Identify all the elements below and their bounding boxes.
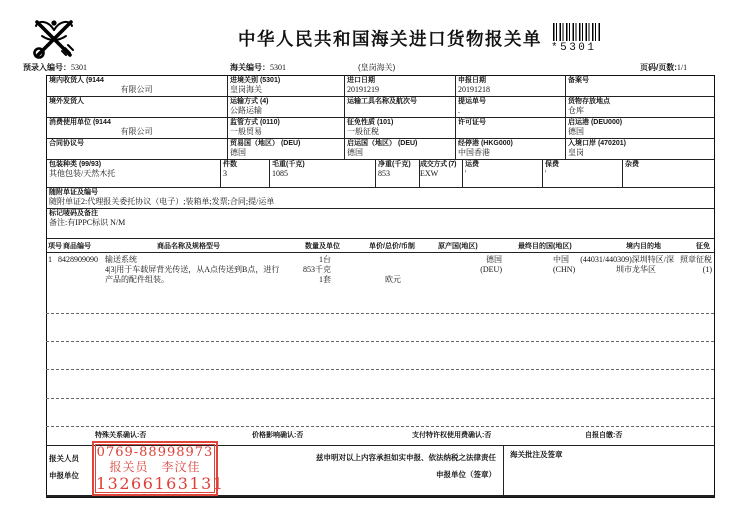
field-record-no bbox=[565, 75, 714, 96]
field-value: 20191218 bbox=[458, 85, 490, 94]
field-label: 合同协议号 bbox=[49, 140, 84, 147]
field-label: 进境关别 (5301) bbox=[230, 77, 281, 84]
item-levy-line1: 照章征税 bbox=[680, 255, 712, 264]
customs-note-label: 海关批注及签章 bbox=[510, 450, 563, 459]
field-entry-customs bbox=[227, 75, 344, 96]
field-label: 件数 bbox=[223, 161, 237, 168]
field-import-date bbox=[344, 75, 455, 96]
confirm-self-declare: 自报自缴:否 bbox=[585, 432, 623, 439]
field-label: 许可证号 bbox=[458, 119, 486, 126]
dotted-row-separator bbox=[46, 398, 714, 399]
confirm-special-relation: 特殊关系确认:否 bbox=[95, 432, 147, 439]
field-label: 经停港 (HKG000) bbox=[458, 140, 513, 147]
field-value: 备注:有IPPC标识 N/M bbox=[49, 218, 126, 227]
pre-entry-label: 预录入编号： bbox=[23, 63, 71, 72]
field-trade-terms bbox=[419, 159, 462, 187]
goods-header-qty-unit: 数量及单位 bbox=[305, 243, 340, 250]
field-levy-nature bbox=[344, 117, 455, 138]
field-marks-notes bbox=[46, 208, 714, 238]
item-dest-country: 中国 bbox=[553, 255, 569, 264]
field-label: 境内收货人 (9144 bbox=[49, 77, 104, 84]
field-overseas-shipper bbox=[46, 96, 227, 117]
pre-entry-value: 5301 bbox=[71, 63, 87, 72]
field-label: 启运国（地区） (DEU) bbox=[347, 140, 418, 147]
field-value: 皇岗海关 bbox=[230, 85, 262, 94]
field-transport-mode bbox=[227, 96, 344, 117]
field-value: 德国 bbox=[230, 148, 246, 157]
field-bill-no bbox=[455, 96, 565, 117]
field-value: 1085 bbox=[272, 169, 288, 178]
grid-line bbox=[46, 252, 714, 253]
field-storage-place bbox=[565, 96, 714, 117]
declarant-red-stamp bbox=[92, 441, 225, 496]
field-label: 消费使用单位 (9144 bbox=[49, 119, 111, 126]
stamp-declarant-name: 报关员 李汶佳 bbox=[109, 460, 201, 474]
field-contract-no bbox=[46, 138, 227, 159]
goods-header-levy: 征免 bbox=[696, 243, 710, 250]
field-attached-docs bbox=[46, 187, 714, 208]
field-label: 货物存放地点 bbox=[568, 98, 610, 105]
field-value: 一般征税 bbox=[347, 127, 379, 136]
field-transport-name bbox=[344, 96, 455, 117]
field-label: 毛重(千克) bbox=[272, 161, 305, 168]
barcode bbox=[553, 23, 600, 41]
goods-header-origin-country: 原产国(地区) bbox=[438, 243, 478, 250]
item-domestic-dest-line1: (44031/440309)深圳特区/深 bbox=[580, 255, 674, 264]
item-no: 1 bbox=[48, 255, 52, 264]
goods-header-dest-country: 最终目的国(地区) bbox=[518, 243, 572, 250]
field-value: 中国香港 bbox=[458, 148, 490, 157]
stamp-mobile: 13266163131 bbox=[96, 474, 225, 493]
item-qty3: 1套 bbox=[319, 275, 331, 284]
item-hs-code: 8428909090 bbox=[58, 255, 98, 264]
customs-number-value: 5301 bbox=[270, 63, 286, 72]
field-insurance bbox=[542, 159, 622, 187]
field-misc-fees bbox=[622, 159, 714, 187]
pre-entry-number bbox=[23, 62, 87, 73]
dotted-row-separator bbox=[46, 426, 714, 427]
page-number bbox=[640, 62, 687, 73]
item-origin-country: 德国 bbox=[486, 255, 502, 264]
item-name-line1: 输送系统 bbox=[105, 255, 137, 264]
confirm-price-influence: 价格影响确认:否 bbox=[252, 432, 304, 439]
item-domestic-dest-line2: 圳市龙华区 bbox=[616, 265, 656, 274]
field-value: ' bbox=[545, 169, 547, 178]
declaration-statement: 兹申明对以上内容承担如实申报、依法纳税之法律责任 bbox=[316, 453, 496, 462]
dotted-row-separator bbox=[46, 369, 714, 370]
stamp-phone: 0769-88998973 bbox=[96, 445, 214, 460]
field-value: 其他包装/天然木托 bbox=[49, 169, 116, 178]
field-trade-country bbox=[227, 138, 344, 159]
field-value: 公路运输 bbox=[230, 106, 262, 115]
field-value: 有限公司 bbox=[120, 85, 153, 94]
dotted-row-separator bbox=[46, 341, 714, 342]
customs-emblem-icon bbox=[28, 14, 80, 62]
field-consignee bbox=[46, 75, 227, 96]
field-label: 运输方式 (4) bbox=[230, 98, 269, 105]
sign-label: 申报单位（签章） bbox=[436, 470, 496, 479]
goods-header-name-spec: 商品名称及规格型号 bbox=[157, 243, 220, 250]
item-name-line3: 产品的配件组装。 bbox=[105, 275, 169, 284]
item-origin-code: (DEU) bbox=[480, 265, 502, 274]
field-value: . bbox=[458, 106, 460, 115]
page-label: 页码/页数: bbox=[640, 63, 677, 72]
field-label: 申报日期 bbox=[458, 77, 486, 84]
field-value: 德国 bbox=[568, 127, 584, 136]
field-value: 一般贸易 bbox=[230, 127, 262, 136]
field-value: 有限公司 bbox=[120, 127, 153, 136]
field-value: EXW bbox=[420, 169, 439, 178]
field-label: 杂费 bbox=[625, 161, 639, 168]
field-license-no bbox=[455, 117, 565, 138]
barcode-text: *5301 bbox=[551, 42, 597, 54]
field-label: 贸易国（地区） (DEU) bbox=[230, 140, 301, 147]
field-value: 20191219 bbox=[347, 85, 379, 94]
field-label: 保费 bbox=[545, 161, 559, 168]
item-levy-line2: (1) bbox=[702, 265, 712, 274]
field-entry-point bbox=[565, 138, 714, 159]
goods-header-price-currency: 单价/总价/币制 bbox=[369, 243, 415, 250]
field-freight bbox=[462, 159, 542, 187]
grid-line bbox=[46, 238, 714, 239]
field-label: 包装种类 (99/93) bbox=[49, 161, 102, 168]
item-dest-code: (CHN) bbox=[553, 265, 576, 274]
field-pieces bbox=[220, 159, 269, 187]
field-label: 备案号 bbox=[568, 77, 589, 84]
field-departure-port bbox=[565, 117, 714, 138]
field-label: 运费 bbox=[465, 161, 479, 168]
field-label: 入境口岸 (470201) bbox=[568, 140, 626, 147]
field-label: 净重(千克) bbox=[378, 161, 411, 168]
field-label: 征免性质 (101) bbox=[347, 119, 394, 126]
customs-number bbox=[230, 62, 286, 73]
item-qty2: 853千克 bbox=[303, 265, 331, 274]
field-value: 皇岗 bbox=[568, 148, 584, 157]
field-value: 随附单证2:代理报关委托协议（电子）;装箱单;发票;合同;提/运单 bbox=[49, 197, 275, 206]
field-value: 德国 bbox=[347, 148, 363, 157]
field-label: 监管方式 (0110) bbox=[230, 119, 280, 126]
item-currency: 欧元 bbox=[385, 275, 401, 284]
item-qty1: 1台 bbox=[319, 255, 331, 264]
goods-header-hs-code: 商品编号 bbox=[63, 243, 91, 250]
item-name-line2: 4|3|用于车载屏背光传送，从A点传送到B点，进行 bbox=[105, 265, 280, 274]
field-packing-type bbox=[46, 159, 220, 187]
field-consumer-unit bbox=[46, 117, 227, 138]
field-gross-weight bbox=[269, 159, 375, 187]
confirm-royalty: 支付特许权使用费确认:否 bbox=[412, 432, 492, 439]
field-label: 进口日期 bbox=[347, 77, 375, 84]
field-label: 标记唛码及备注 bbox=[49, 210, 98, 217]
field-label: 启运港 (DEU000) bbox=[568, 119, 623, 126]
field-transit-port bbox=[455, 138, 565, 159]
declarant-label: 报关人员 bbox=[49, 454, 79, 463]
field-label: 提运单号 bbox=[458, 98, 486, 105]
field-label: 运输工具名称及航次号 bbox=[347, 98, 417, 105]
customs-office: (皇岗海关) bbox=[358, 63, 396, 72]
goods-header-item-no: 项号 bbox=[48, 243, 62, 250]
customs-number-label: 海关编号： bbox=[230, 63, 270, 72]
field-net-weight bbox=[375, 159, 419, 187]
form-title: 中华人民共和国海关进口货物报关单 bbox=[238, 29, 542, 49]
page-value: 1/1 bbox=[676, 63, 688, 72]
field-supervision-mode bbox=[227, 117, 344, 138]
field-value: 3 bbox=[223, 169, 227, 178]
grid-line bbox=[503, 445, 504, 496]
goods-header-domestic-dest: 境内目的地 bbox=[626, 243, 661, 250]
field-value: ' bbox=[465, 169, 467, 178]
field-label: 境外发货人 bbox=[49, 98, 84, 105]
field-value: 853 bbox=[378, 169, 390, 178]
field-label: 随附单证及编号 bbox=[49, 189, 98, 196]
declare-unit-label: 申报单位 bbox=[49, 471, 79, 480]
field-label: 成交方式 (7) bbox=[420, 161, 457, 168]
dotted-row-separator bbox=[46, 313, 714, 314]
field-declare-date bbox=[455, 75, 565, 96]
field-departure-country bbox=[344, 138, 455, 159]
field-value: 仓库 bbox=[568, 106, 584, 115]
